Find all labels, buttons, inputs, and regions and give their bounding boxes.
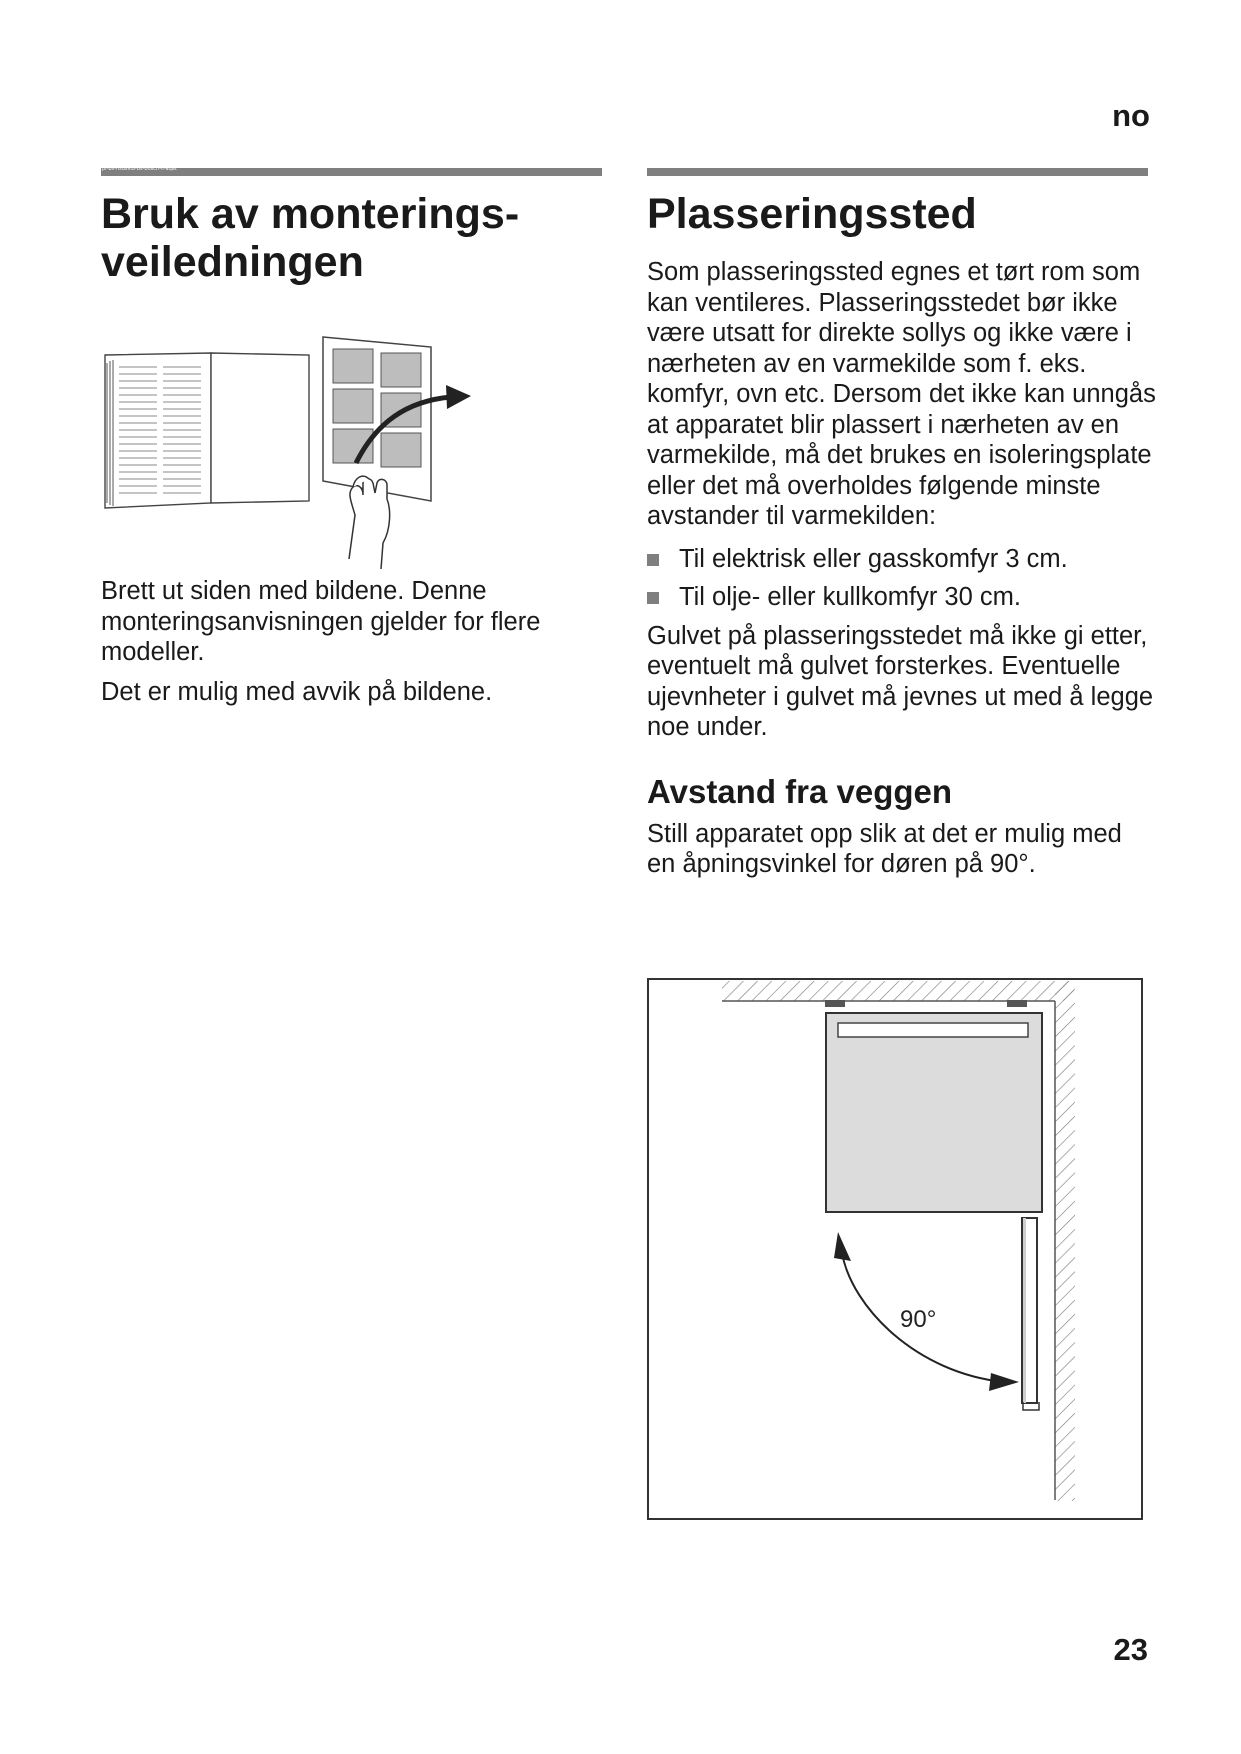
- left-title: Bruk av monterings- veiledningen: [101, 190, 520, 286]
- bullet-square-icon: [647, 554, 659, 566]
- section-rule-right: [647, 168, 1148, 176]
- list-item: [647, 582, 1157, 613]
- distance-list: [647, 544, 1157, 613]
- list-item: [647, 544, 1157, 575]
- deviation-paragraph: Det er mulig med avvik på bildene.: [101, 677, 493, 706]
- left-body: [101, 576, 621, 716]
- page-number: 23: [1113, 1632, 1148, 1667]
- floor-paragraph: Gulvet på plasseringsstedet må ikke gi etter, eventuelt må gulvet forsterkes. Eventuelle ujevnheter i gulvet må jevnes ut med å legge noe under.: [647, 621, 1154, 741]
- wall-distance-paragraph: Still apparatet opp slik at det er mulig med en åpningsvinkel for døren på 90°.: [647, 819, 1122, 878]
- fold-out-paragraph: Brett ut siden med bildene. Denne monteringsanvisningen gjelder for flere modeller.: [101, 577, 541, 666]
- right-body: [647, 257, 1157, 889]
- angle-label: 90°: [900, 1306, 937, 1333]
- tiny-label: pl-bs-hsdsvdi-bs-bosch-ll-aqat: [102, 166, 177, 172]
- list-item-text: Til elektrisk eller gasskomfyr 3 cm.: [679, 544, 1068, 573]
- wall-distance-heading: Avstand fra veggen: [647, 772, 953, 810]
- door-angle-illustration: [647, 978, 1143, 1520]
- bullet-square-icon: [647, 592, 659, 604]
- list-item-text: Til olje- eller kullkomfyr 30 cm.: [679, 583, 1021, 611]
- right-title: Plasseringssted: [647, 190, 977, 238]
- language-code: no: [1112, 98, 1150, 133]
- fold-out-illustration: [101, 333, 481, 569]
- intro-paragraph: Som plasseringssted egnes et tørt rom som kan ventileres. Plasseringsstedet bør ikke være utsatt for direkte sollys og ikke være i nærheten av en varmekilde som f. eks. komfyr, ovn etc. Dersom det ikke kan unngås at apparatet blir plassert i nærheten av en varmekilde, må det brukes en isoleringsplate eller det må overholdes følgende minste avstander til varmekilden:: [647, 258, 1156, 530]
